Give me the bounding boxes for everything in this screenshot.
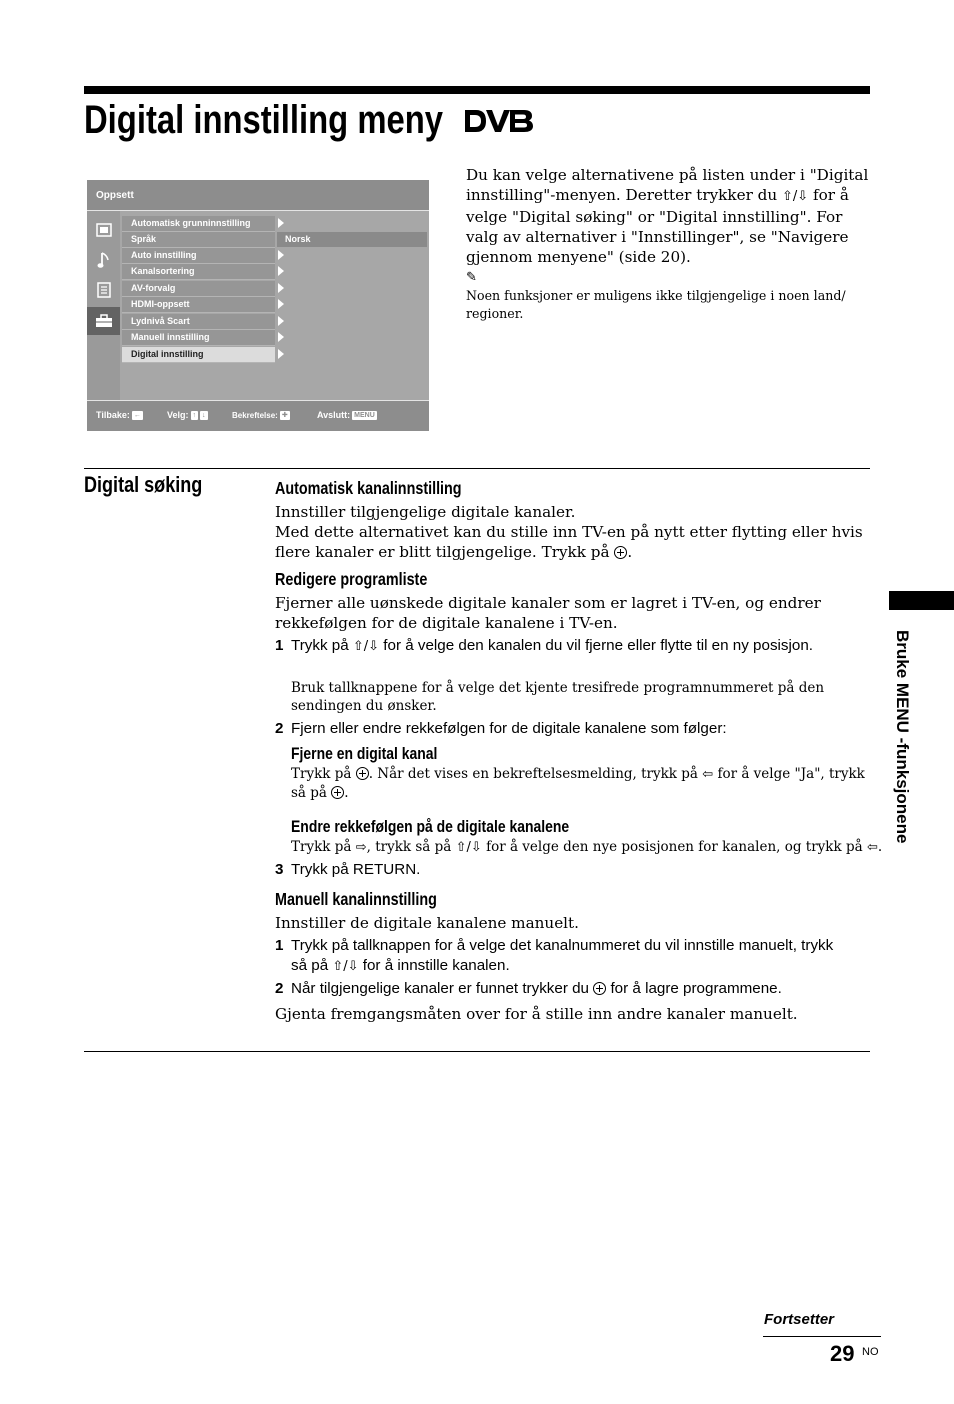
step-text: for å innstille kanalen. [358,956,510,974]
enter-key-icon: ✚ [281,412,288,420]
manual-step-1 [275,936,870,976]
setup-icon[interactable] [87,307,120,335]
step-number: 1 [275,637,284,654]
edit-step-1-note: Bruk tallknappene for å velge det kjente tresifrede programnummeret på den sendingen du ønsker. [291,680,825,714]
footer-confirm [232,410,290,420]
down-key-icon: ↓ [202,412,206,420]
reorder-text: Trykk på ⇨, trykk så på ⇧/⇩ for å velge den nye posisjonen for kanalen, og trykk på ⇦. [291,839,883,855]
menu-item-label: Manuell innstilling [131,332,210,342]
edit-step-3 [275,860,870,880]
menu-key-icon: MENU [354,412,375,420]
menu-item-language[interactable] [122,232,275,248]
step-text: for å lagre programmene. [606,980,782,997]
step-number: 1 [275,937,284,954]
menu-item-label: Digital innstilling [131,349,204,359]
submenu-arrow-icon [278,266,284,276]
step-number: 2 [275,720,284,737]
section-top-rule [84,468,870,469]
menu-item-label: HDMI-oppsett [131,299,190,309]
step-text: for å velge den kanalen du vil fjerne eller flytte til en ny posisjon. [379,637,813,654]
menu-header-title: Oppsett [96,190,134,201]
setup-menu-screenshot [87,180,429,431]
footer-select-label: Velg: [167,410,189,420]
side-tab-label: Bruke MENU -funksjonene [893,630,912,844]
footer-confirm-label: Bekreftelse: [232,411,278,420]
menu-item-hdmi-setup[interactable] [122,297,275,313]
step-text: Trykk på tallknappen for å velge det kanalnummeret du vil innstille manuelt, trykk så på [291,937,834,974]
menu-item-label: Automatisk grunninnstilling [131,218,251,228]
edit-step-3-text: Trykk på RETURN. [291,861,421,878]
menu-item-label: AV-forvalg [131,283,176,293]
note-pencil-icon: ✎ [466,270,477,285]
back-key-icon: ← [133,412,141,420]
menu-item-auto-start[interactable] [122,216,275,232]
step-text: Når tilgjengelige kanaler er funnet trykker du [291,980,594,997]
menu-item-digital-setup[interactable] [122,347,275,363]
page-language-code: NO [862,1346,879,1358]
reorder-heading: Endre rekkefølgen på de digitale kanalene [291,817,570,836]
reorder-text-part: Trykk på [291,839,356,855]
manual-tuning-text: Innstiller de digitale kanalene manuelt. [275,914,579,932]
auto-tuning-heading: Automatisk kanalinnstilling [275,478,462,498]
manual-tuning-heading: Manuell kanalinnstilling [275,889,437,909]
page-title: Digital innstilling meny [84,98,444,142]
enter-button-icon [593,982,606,995]
left-arrow-icon: ⇦ [702,767,714,782]
enter-button-icon [356,767,369,780]
submenu-arrow-icon [278,332,284,342]
menu-header-divider [87,210,429,211]
footer-back [96,410,143,420]
menu-item-av-preset[interactable] [122,281,275,297]
remove-text: Trykk på [291,766,356,782]
enter-button-icon [331,786,344,799]
intro-text: for å velge "Digital søking" or "Digital innstilling". For valg av alternativer i "Innstillinger", se "Navigere gjennom menyene" (side 20). [466,186,849,266]
sound-icon[interactable] [87,246,120,274]
auto-tuning-line2: Med dette alternativet kan du stille inn TV-en på nytt etter flytting eller hvis flere kanaler er blitt tilgjengelige. Trykk på . [275,523,863,561]
step-number: 2 [275,980,284,997]
submenu-arrow-icon [278,299,284,309]
menu-item-programme-sorting[interactable] [122,264,275,280]
intro-text: Du kan velge alternativene på listen under i "Digital innstilling"-menyen. Deretter trykker du [466,166,869,204]
menu-item-label: Lydnivå Scart [131,316,190,326]
submenu-arrow-icon [278,283,284,293]
up-down-arrow-icon: ⇧/⇩ [782,189,809,204]
menu-item-scart-level[interactable] [122,314,275,330]
edit-step-1 [275,636,870,676]
language-value[interactable] [277,232,427,247]
footer-back-label: Tilbake: [96,410,130,420]
right-arrow-icon: ⇨ [355,840,367,855]
submenu-arrow-icon [278,349,284,359]
auto-tuning-text: Med dette alternativet kan du stille inn TV-en på nytt etter flytting eller hvis flere kanaler er blitt tilgjengelige. Trykk på [275,523,863,561]
picture-icon[interactable] [87,216,120,244]
menu-item-label: Kanalsortering [131,266,195,276]
language-value-label: Norsk [285,234,311,244]
remove-text: for å velge "Ja", trykk så på [291,766,865,801]
continues-label: Fortsetter [764,1311,835,1328]
page-number: 29 [830,1341,855,1366]
up-down-arrow-icon: ⇧/⇩ [352,639,380,654]
edit-step-2-text: Fjern eller endre rekkefølgen for de digitale kanalene som følger: [291,720,727,737]
menu-item-label: Språk [131,234,157,244]
manual-tuning-footer: Gjenta fremgangsmåten over for å stille inn andre kanaler manuelt. [275,1005,798,1023]
remove-text: . Når det vises en bekreftelsesmelding, trykk på [368,766,703,782]
continues-rule [763,1336,881,1337]
submenu-arrow-icon [278,316,284,326]
manual-step-1-text [291,936,851,976]
edit-step-2 [275,719,870,739]
edit-step-1-text [291,636,851,657]
reorder-text-part: for å velge den nye posisjonen for kanalen, og trykk på [481,839,867,855]
up-key-icon: ↑ [192,412,197,420]
intro-paragraph [466,165,870,267]
remove-channel-heading: Fjerne en digital kanal [291,744,438,763]
intro-note: Noen funksjoner er muligens ikke tilgjengelige i noen land/ regioner. [466,288,846,321]
side-tab-marker [889,591,954,610]
remove-channel-text: Trykk på . Når det vises en bekreftelsesmelding, trykk på ⇦ for å velge "Ja", trykk så på . [291,766,865,801]
up-down-arrow-icon: ⇧/⇩ [332,958,359,974]
footer-select [167,410,208,420]
dvb-logo [462,106,536,136]
features-icon[interactable] [87,276,120,304]
menu-item-label: Auto innstilling [131,250,197,260]
menu-item-auto-tuning[interactable] [122,248,275,264]
submenu-arrow-icon [278,218,284,228]
auto-tuning-line1: Innstiller tilgjengelige digitale kanaler. [275,503,576,521]
step-number: 3 [275,861,284,878]
manual-step-2 [275,979,875,999]
edit-list-text: Fjerner alle uønskede digitale kanaler som er lagret i TV-en, og endrer rekkefølgen for de digitale kanalene i TV-en. [275,594,821,632]
edit-list-heading: Redigere programliste [275,569,428,589]
enter-button-icon [614,546,627,559]
submenu-arrow-icon [278,250,284,260]
reorder-text-part: , trykk så på [366,839,456,855]
left-arrow-icon: ⇦ [866,840,878,855]
section-title: Digital søking [84,472,203,497]
menu-header [87,180,429,210]
section-bottom-rule [84,1051,870,1052]
step-text: Trykk på [291,637,353,654]
title-rule [84,86,870,94]
menu-item-manual-tuning[interactable] [122,330,275,346]
footer-exit-label: Avslutt: [317,410,351,420]
footer-exit [317,410,377,420]
up-down-arrow-icon: ⇧/⇩ [455,840,482,855]
manual-step-2-text [291,979,782,999]
